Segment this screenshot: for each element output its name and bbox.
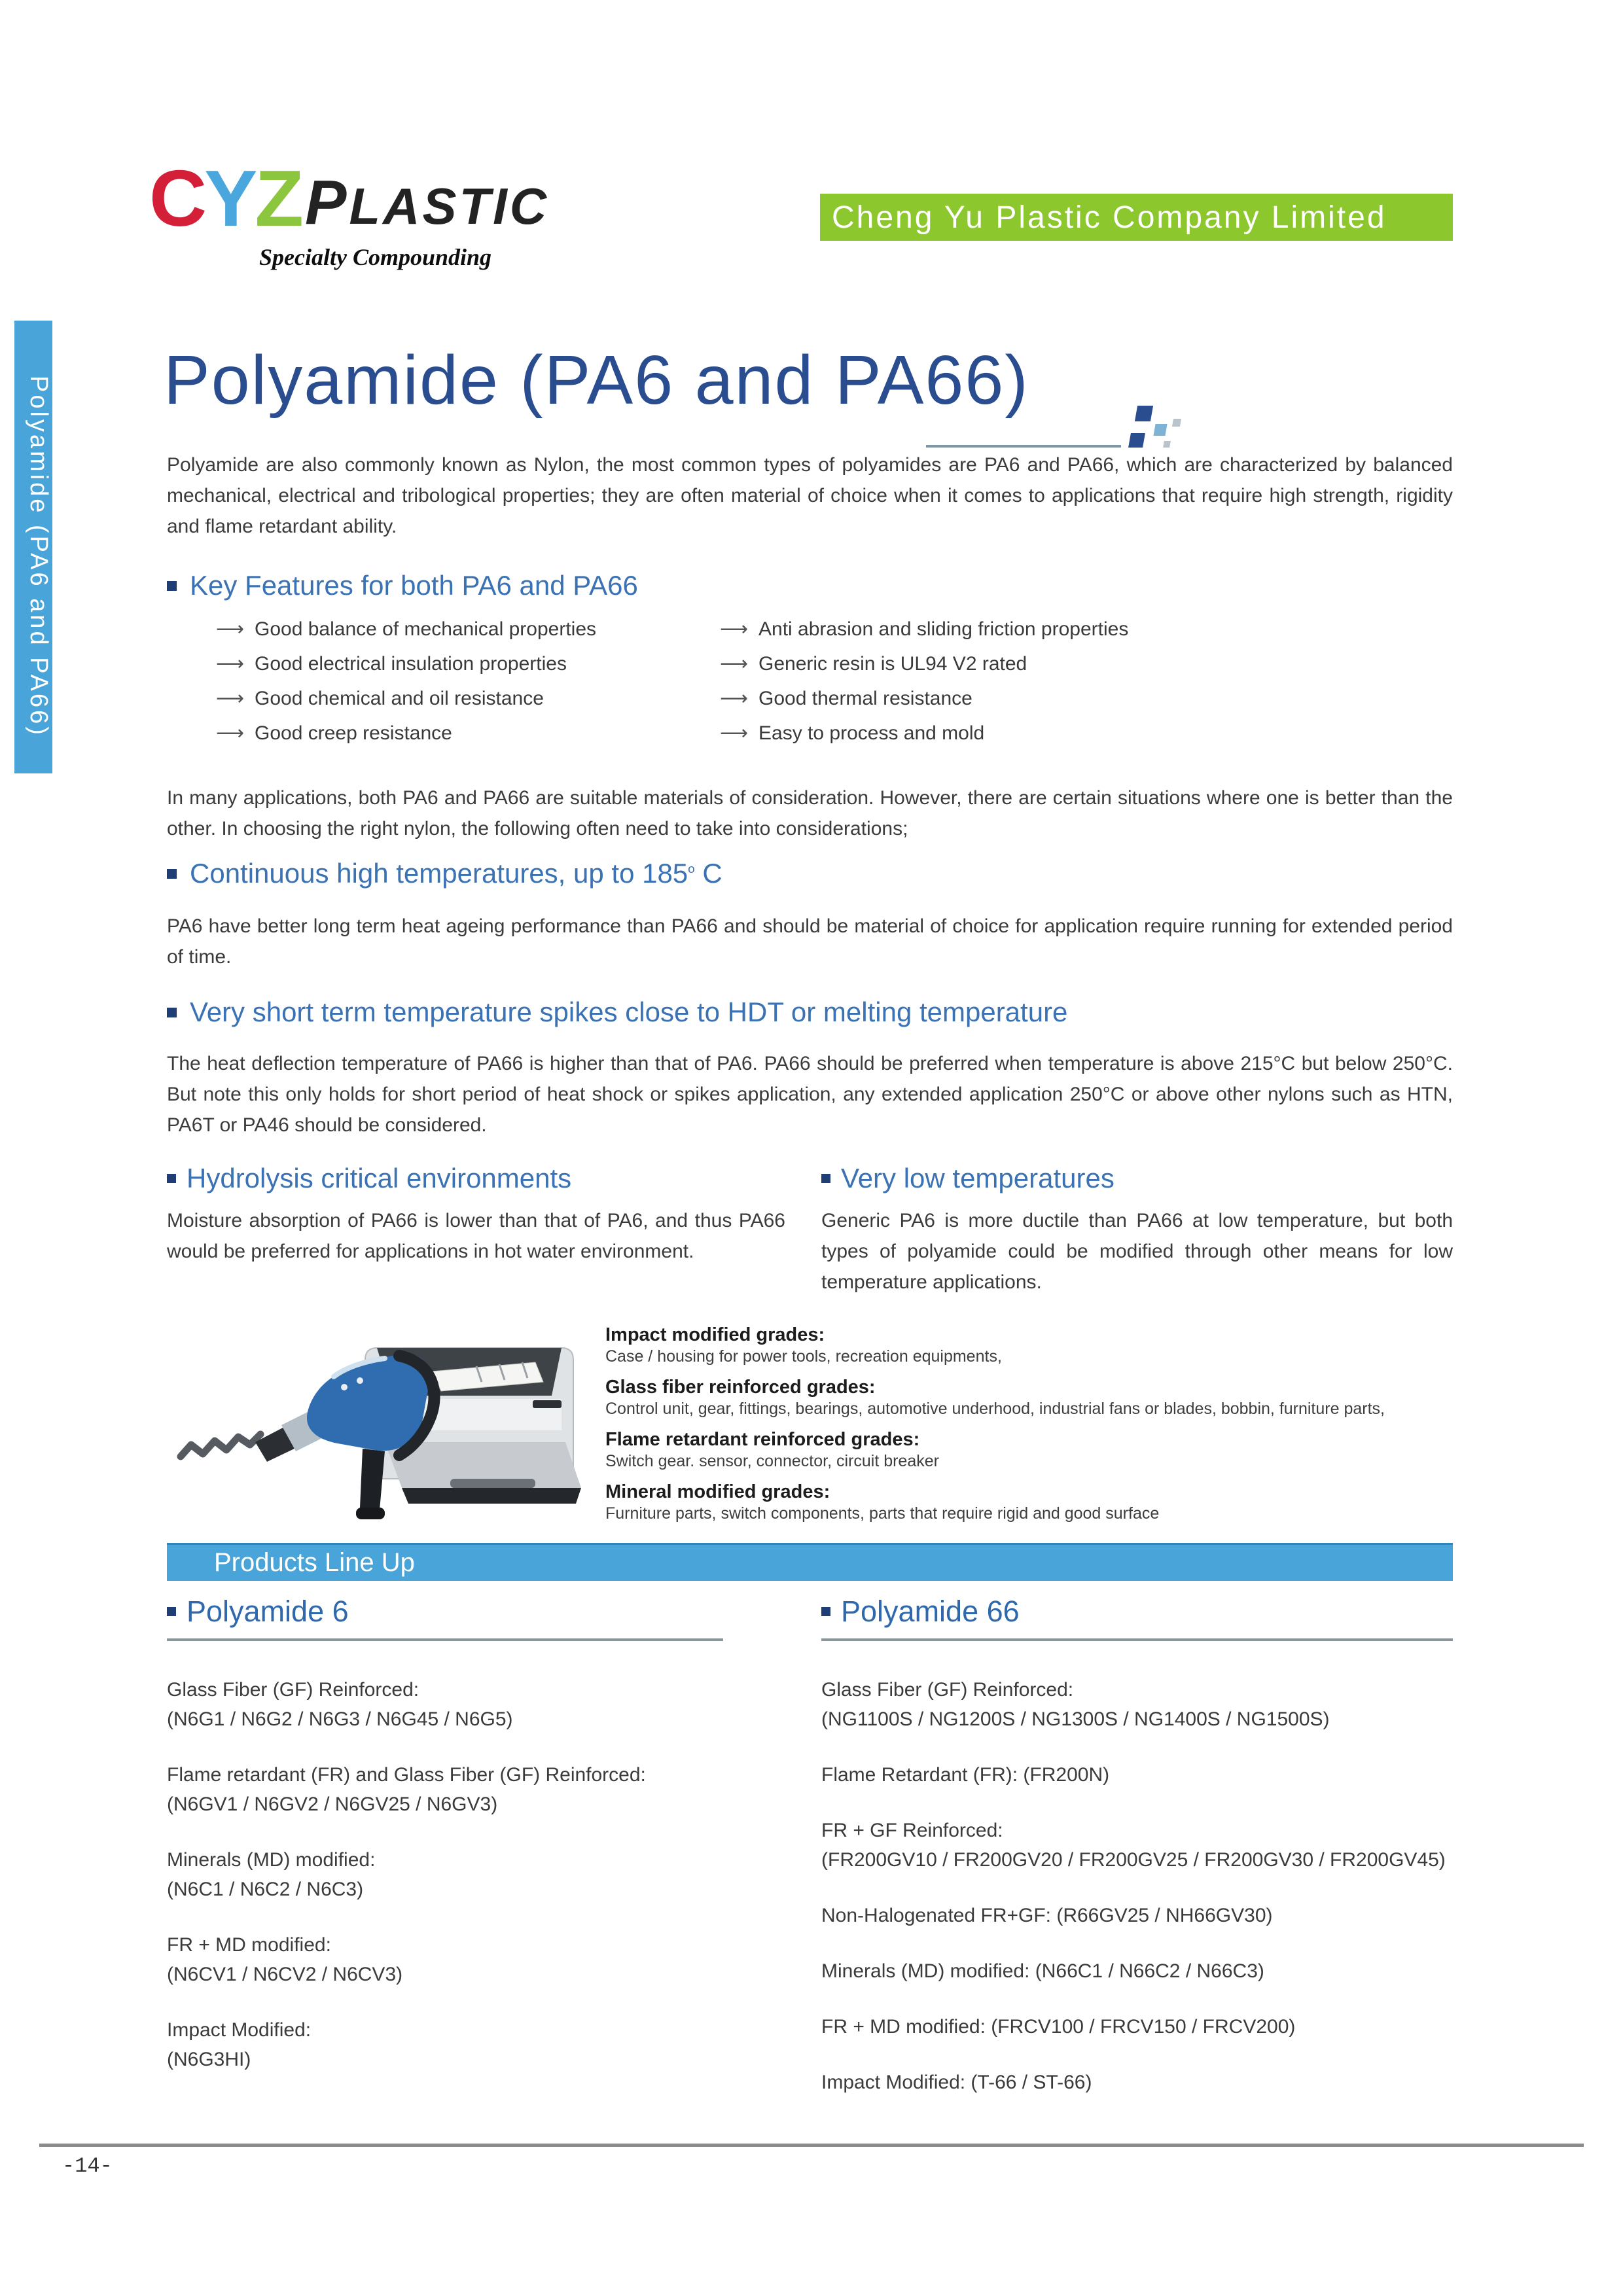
arrow-icon: ⟶ (720, 618, 749, 641)
product-group (821, 2012, 1453, 2041)
product-group (167, 1930, 785, 1989)
logo-wordmark (149, 154, 550, 243)
arrow-icon: ⟶ (216, 618, 245, 641)
product-group-grades: (N6CV1 / N6CV2 / N6CV3) (167, 1963, 403, 1985)
product-group-label: Flame retardant (FR) and Glass Fiber (GF) Reinforced: (167, 1763, 646, 1786)
product-group-grades: (N6C1 / N6C2 / N6C3) (167, 1878, 364, 1900)
polyamide-6-heading (167, 1595, 785, 1628)
footer-rule (39, 2144, 1584, 2147)
grade-label: Glass fiber reinforced grades: (605, 1377, 876, 1398)
low-temp-paragraph: Generic PA6 is more ductile than PA66 at low temperature, but both types of polyamide could be modified through other means for low temperature applications. (821, 1210, 1453, 1294)
products-line-up-banner: Products Line Up (167, 1543, 1453, 1581)
grade-item (605, 1375, 1469, 1419)
product-group-grades: (N6G1 / N6G2 / N6G3 / N6G45 / N6G5) (167, 1708, 513, 1730)
grade-desc: Control unit, gear, fittings, bearings, automotive underhood, industrial fans or blades, bobbin, furniture parts, (605, 1400, 1385, 1418)
low-temp-column (821, 1163, 1453, 1317)
grade-desc: Furniture parts, switch components, parts that require rigid and good surface (605, 1504, 1160, 1523)
bullet-square-icon (167, 1174, 176, 1183)
polyamide-6-column (167, 1595, 785, 2123)
product-group-grades: (NG1100S / NG1200S / NG1300S / NG1400S / NG1500S) (821, 1708, 1330, 1730)
product-group-grades: (N6G3HI) (167, 2048, 251, 2070)
arrow-icon: ⟶ (216, 722, 245, 745)
product-group (167, 2015, 785, 2074)
high-temp-heading-text: Continuous high temperatures, up to 185$^o$ C (190, 858, 722, 889)
key-features-heading (167, 571, 638, 601)
product-group-label: Impact Modified: (T-66 / ST-66) (821, 2071, 1092, 2093)
product-group (167, 1675, 785, 1734)
feature-item (720, 688, 1128, 709)
grade-label: Mineral modified grades: (605, 1481, 830, 1502)
pixel-decoration-icon (1130, 400, 1192, 455)
product-group-label: Minerals (MD) modified: (N66C1 / N66C2 / N66C3) (821, 1960, 1264, 1982)
product-group-label: Flame Retardant (FR): (FR200N) (821, 1763, 1110, 1786)
hydrolysis-paragraph: Moisture absorption of PA66 is lower than that of PA6, and thus PA66 would be preferred for applications in hot water environment. (167, 1210, 785, 1263)
key-features-right-column (720, 619, 1128, 758)
key-features-heading-text: Key Features for both PA6 and PA66 (190, 570, 638, 601)
feature-item (720, 654, 1128, 675)
product-group-grades: (FR200GV10 / FR200GV20 / FR200GV25 / FR200GV30 / FR200GV45) (821, 1848, 1446, 1871)
feature-text: Easy to process and mold (758, 722, 985, 744)
product-group (167, 1845, 785, 1904)
feature-item (216, 723, 720, 744)
cyz-logo (149, 154, 550, 271)
feature-item (216, 619, 720, 640)
page-number: -14- (62, 2154, 113, 2178)
heading-underline (167, 1638, 723, 1641)
temp-spikes-heading (167, 997, 1067, 1027)
grade-item (605, 1480, 1469, 1524)
two-column-section (167, 1163, 1453, 1317)
heading-underline (821, 1638, 1453, 1641)
page-title: Polyamide (PA6 and PA66) (164, 342, 1029, 419)
feature-text: Generic resin is UL94 V2 rated (758, 653, 1027, 675)
arrow-icon: ⟶ (720, 687, 749, 710)
logo-letter-z: Z (255, 154, 302, 243)
grade-desc: Switch gear. sensor, connector, circuit breaker (605, 1452, 939, 1470)
polyamide-66-heading (821, 1595, 1453, 1628)
bullet-square-icon (167, 1607, 176, 1616)
feature-text: Good thermal resistance (758, 688, 972, 709)
key-features-left-column (216, 619, 720, 758)
product-group (167, 1760, 785, 1819)
feature-item (720, 619, 1128, 640)
temp-spikes-paragraph: The heat deflection temperature of PA66 is higher than that of PA6. PA66 should be preferred when temperature is above 215°C but below 250°C. But note this only holds for short period of heat shock or spikes application, any extended application 250°C or above other nylons such as HTN, PA6T or PA46 should be considered. (167, 1053, 1453, 1136)
logo-letter-y: Y (204, 154, 255, 243)
polyamide-6-heading-text: Polyamide 6 (187, 1595, 349, 1628)
hydrolysis-heading (167, 1163, 785, 1193)
grade-item (605, 1428, 1469, 1472)
arrow-icon: ⟶ (720, 722, 749, 745)
products-columns (167, 1595, 1453, 2123)
low-temp-heading-text: Very low temperatures (841, 1163, 1115, 1193)
product-group (821, 1816, 1453, 1875)
polyamide-66-groups (821, 1675, 1453, 2097)
product-group-label: FR + GF Reinforced: (821, 1819, 1003, 1841)
company-name-banner: Cheng Yu Plastic Company Limited (820, 194, 1453, 241)
logo-letter-c: C (149, 154, 205, 243)
bullet-square-icon (821, 1174, 830, 1183)
feature-text: Good electrical insulation properties (255, 653, 567, 675)
side-tab-text: Polyamide (PA6 and PA66) (25, 375, 52, 737)
product-group-label: Glass Fiber (GF) Reinforced: (167, 1678, 419, 1701)
grades-list (605, 1323, 1469, 1532)
feature-text: Good chemical and oil resistance (255, 688, 544, 709)
feature-text: Anti abrasion and sliding friction properties (758, 618, 1129, 640)
product-group-label: Minerals (MD) modified: (167, 1848, 376, 1871)
bullet-square-icon (167, 581, 177, 591)
hydrolysis-heading-text: Hydrolysis critical environments (187, 1163, 572, 1193)
bullet-square-icon (821, 1607, 830, 1616)
feature-item (720, 723, 1128, 744)
bullet-square-icon (167, 1008, 177, 1017)
polyamide-66-heading-text: Polyamide 66 (841, 1595, 1020, 1628)
drill-and-printer-image (169, 1314, 588, 1530)
product-group (821, 1675, 1453, 1734)
grade-desc: Case / housing for power tools, recreation equipments, (605, 1347, 1002, 1366)
bullet-square-icon (167, 869, 177, 879)
feature-item (216, 654, 720, 675)
product-group-label: FR + MD modified: (167, 1934, 331, 1956)
polyamide-6-groups (167, 1675, 785, 2074)
product-group-grades: (N6GV1 / N6GV2 / N6GV25 / N6GV3) (167, 1793, 498, 1815)
feature-text: Good creep resistance (255, 722, 452, 744)
intro-paragraph: Polyamide are also commonly known as Nylon, the most common types of polyamides are PA6 and PA66, which are characterized by balanced mechanical, electrical and tribological properties; they are often material of choice when it comes to applications that require high strength, rigidity and flame retardant ability. (167, 454, 1453, 537)
key-features-list (216, 619, 1381, 758)
polyamide-66-column (821, 1595, 1453, 2123)
product-group-label: Glass Fiber (GF) Reinforced: (821, 1678, 1074, 1701)
feature-item (216, 688, 720, 709)
product-group (821, 1760, 1453, 1790)
low-temp-heading (821, 1163, 1453, 1193)
product-photo-illustration (169, 1314, 588, 1530)
title-underline (926, 445, 1121, 448)
product-group (821, 1956, 1453, 1986)
side-tab-chapter-label (14, 321, 52, 773)
temp-spikes-heading-text: Very short term temperature spikes close to HDT or melting temperature (190, 997, 1068, 1027)
arrow-icon: ⟶ (216, 652, 245, 675)
arrow-icon: ⟶ (720, 652, 749, 675)
arrow-icon: ⟶ (216, 687, 245, 710)
high-temp-heading (167, 858, 722, 889)
logo-word-plastic: PLASTIC (305, 168, 550, 238)
grade-label: Flame retardant reinforced grades: (605, 1429, 920, 1450)
product-group-label: FR + MD modified: (FRCV100 / FRCV150 / FRCV200) (821, 2015, 1296, 2038)
hydrolysis-column (167, 1163, 785, 1317)
product-group-label: Impact Modified: (167, 2019, 312, 2041)
grade-label: Impact modified grades: (605, 1324, 825, 1345)
product-group-label: Non-Halogenated FR+GF: (R66GV25 / NH66GV30) (821, 1904, 1273, 1926)
high-temp-paragraph: PA6 have better long term heat ageing performance than PA66 and should be material of choice for application require running for extended period of time. (167, 915, 1453, 968)
product-group (821, 1901, 1453, 1930)
grade-item (605, 1323, 1469, 1367)
feature-text: Good balance of mechanical properties (255, 618, 596, 640)
consideration-paragraph: In many applications, both PA6 and PA66 are suitable materials of consideration. However, there are certain situations where one is better than the other. In choosing the right nylon, the following often need to take into considerations; (167, 787, 1453, 839)
product-group (821, 2068, 1453, 2097)
logo-tagline: Specialty Compounding (259, 244, 492, 270)
